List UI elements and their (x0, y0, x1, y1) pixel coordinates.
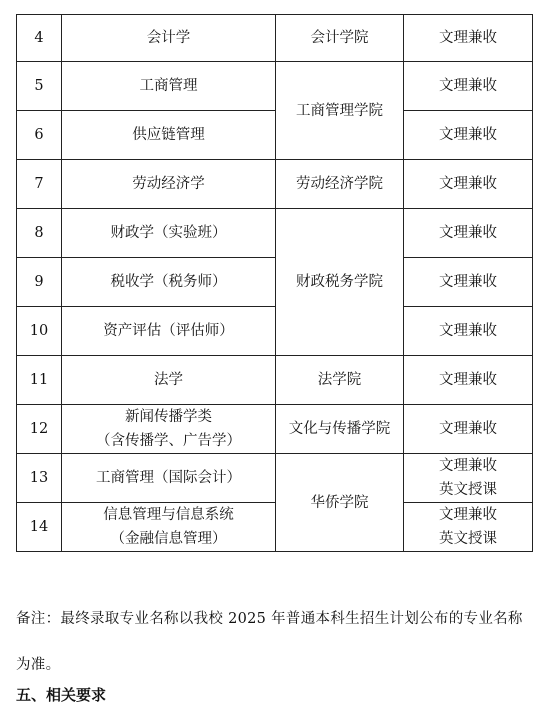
admission-type: 文理兼收 (404, 15, 533, 62)
admission-type: 文理兼收 (404, 209, 533, 258)
majors-table (16, 14, 533, 552)
major-name: 劳动经济学 (62, 160, 276, 209)
admission-type-line: 英文授课 (439, 482, 497, 498)
table-row (17, 356, 533, 405)
major-name (62, 405, 276, 454)
major-name: 资产评估（评估师） (62, 307, 276, 356)
admission-type: 文理兼收 (404, 258, 533, 307)
table-row (17, 503, 533, 552)
row-number: 7 (17, 160, 62, 209)
major-name (62, 503, 276, 552)
row-number: 14 (17, 503, 62, 552)
admission-type-line: 文理兼收 (439, 458, 497, 474)
major-name: 会计学 (62, 15, 276, 62)
table-row (17, 160, 533, 209)
row-number: 8 (17, 209, 62, 258)
table-row (17, 15, 533, 62)
admission-type (404, 503, 533, 552)
major-name: 工商管理（国际会计） (62, 454, 276, 503)
footnote: 备注：最终录取专业名称以我校 2025 年普通本科生招生计划公布的专业名称为准。 (16, 611, 523, 673)
major-name-line: 信息管理与信息系统 (103, 507, 234, 523)
table-row (17, 405, 533, 454)
major-name: 工商管理 (62, 62, 276, 111)
major-name: 财政学（实验班） (62, 209, 276, 258)
table-row (17, 258, 533, 307)
major-name: 税收学（税务师） (62, 258, 276, 307)
college-name: 财政税务学院 (276, 209, 404, 356)
admission-type: 文理兼收 (404, 356, 533, 405)
row-number: 9 (17, 258, 62, 307)
section-heading: 五、相关要求 (16, 686, 107, 704)
row-number: 11 (17, 356, 62, 405)
admission-type-line: 文理兼收 (439, 507, 497, 523)
major-name-line: 新闻传播学类 (125, 409, 212, 425)
table-row (17, 111, 533, 160)
row-number: 13 (17, 454, 62, 503)
major-name-line: （金融信息管理） (110, 531, 227, 547)
college-name: 法学院 (276, 356, 404, 405)
table-row (17, 209, 533, 258)
major-name-line: （含传播学、广告学） (96, 433, 241, 449)
college-name: 会计学院 (276, 15, 404, 62)
college-name: 劳动经济学院 (276, 160, 404, 209)
row-number: 12 (17, 405, 62, 454)
admission-type: 文理兼收 (404, 160, 533, 209)
row-number: 5 (17, 62, 62, 111)
college-name: 华侨学院 (276, 454, 404, 552)
row-number: 4 (17, 15, 62, 62)
admission-type-line: 英文授课 (439, 531, 497, 547)
college-name: 工商管理学院 (276, 62, 404, 160)
table-row (17, 62, 533, 111)
admission-type (404, 454, 533, 503)
row-number: 6 (17, 111, 62, 160)
college-name: 文化与传播学院 (276, 405, 404, 454)
row-number: 10 (17, 307, 62, 356)
major-name: 法学 (62, 356, 276, 405)
table-row (17, 307, 533, 356)
admission-type: 文理兼收 (404, 307, 533, 356)
admission-type: 文理兼收 (404, 62, 533, 111)
admission-type: 文理兼收 (404, 111, 533, 160)
admission-type: 文理兼收 (404, 405, 533, 454)
table-row (17, 454, 533, 503)
major-name: 供应链管理 (62, 111, 276, 160)
